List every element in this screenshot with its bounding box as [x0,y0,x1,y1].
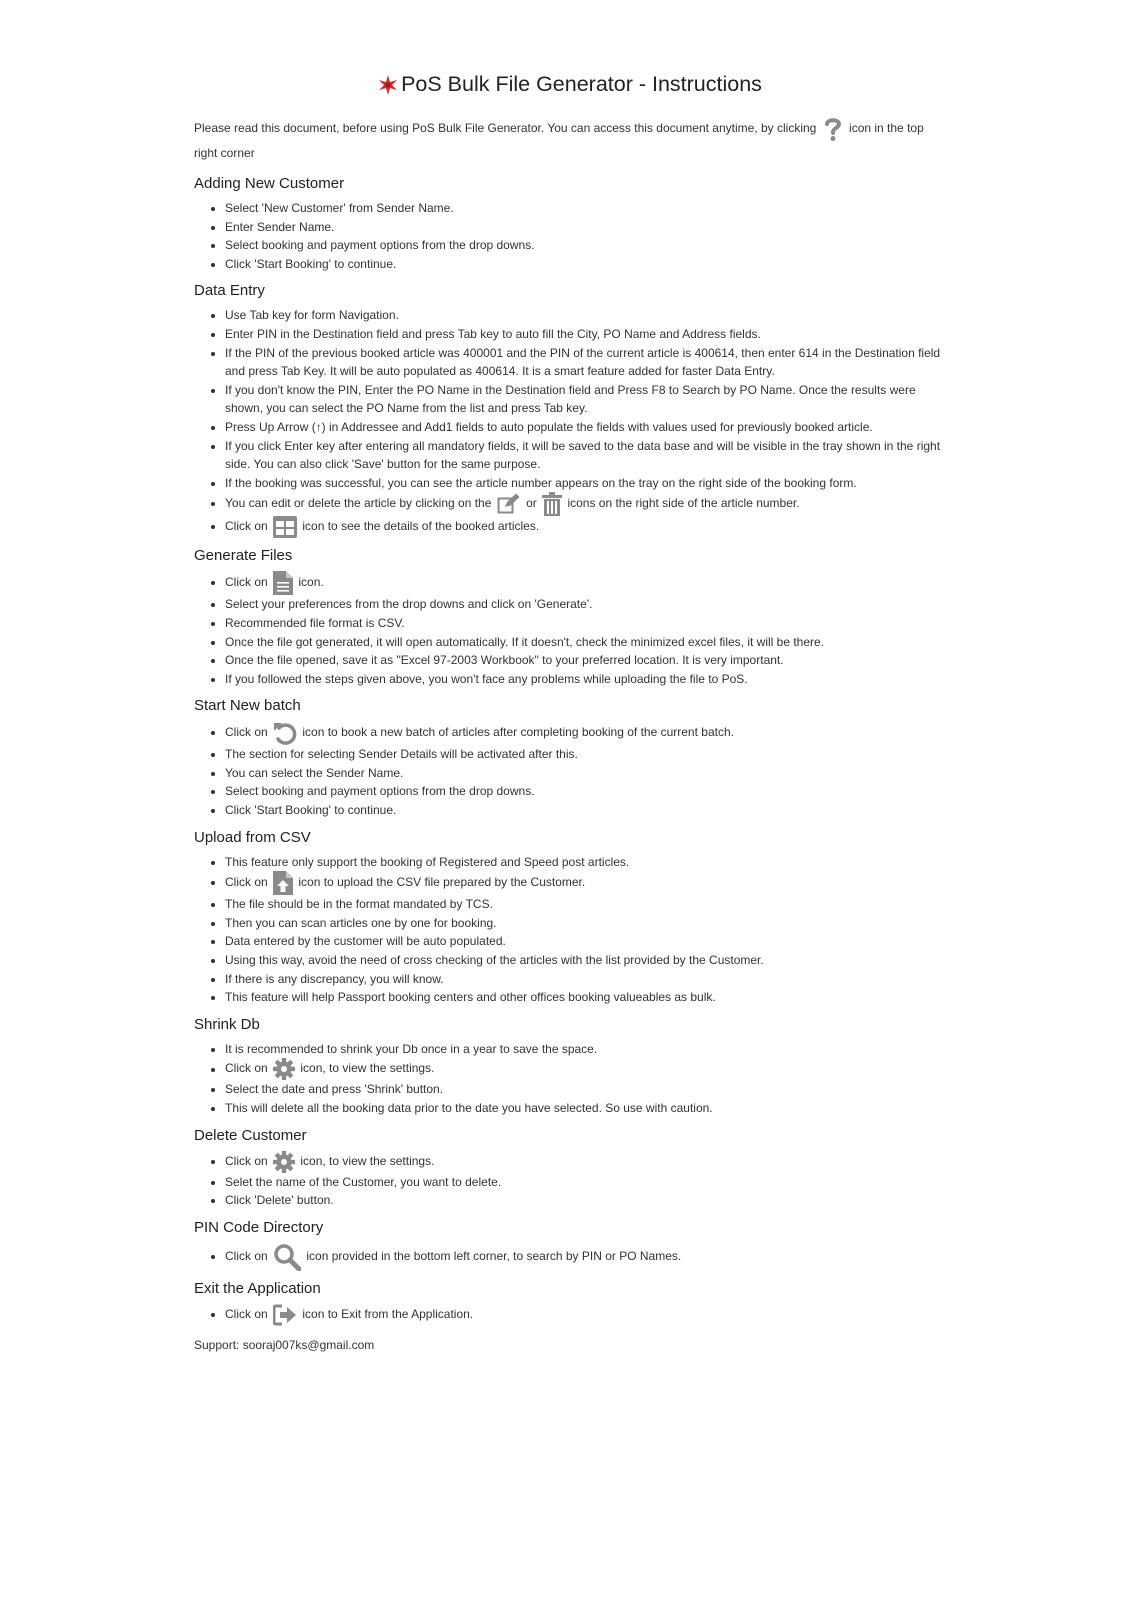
list-item: • Select booking and payment options from the drop downs. [225,236,944,255]
upload-csv-list [194,853,944,1007]
list-item: • Once the file opened, save it as "Excel 97-2003 Workbook" to your preferred location. It is very important. [225,651,944,670]
list-item: • If you don't know the PIN, Enter the PO Name in the Destination field and Press F8 to Search by PO Name. Once the results were shown, you can select the PO Name from the list and press Tab key. [225,381,944,418]
list-item-undo [225,721,944,745]
exit-app-list [194,1304,944,1326]
list-item: • Enter PIN in the Destination field and press Tab key to auto fill the City, PO Name and Address fields. [225,325,944,344]
list-item: • Select your preferences from the drop downs and click on 'Generate'. [225,595,944,614]
list-item-gear [225,1151,944,1173]
section-heading-generate-files: Generate Files [194,547,293,565]
gear-item-text-after: icon, to view the settings. [300,1153,435,1168]
search-icon [273,1243,301,1271]
file-item-text: Click on [225,575,268,590]
list-item: • Select the date and press 'Shrink' button. [225,1080,944,1099]
data-entry-list [194,306,944,538]
generate-files-list [194,571,944,688]
list-item: • Select booking and payment options from the drop downs. [225,782,944,801]
instructions-document [194,72,944,1354]
exit-item-text-after: icon to Exit from the Application. [302,1306,474,1321]
edit-item-or: or [526,496,537,511]
exit-item-text: Click on [225,1306,268,1321]
section-heading-new-batch: Start New batch [194,697,301,715]
gear-icon [273,1058,295,1080]
section-heading-exit-app: Exit the Application [194,1279,321,1297]
edit-item-text: You can edit or delete the article by clicking on the [225,496,492,511]
list-item: • Press Up Arrow (↑) in Addressee and Add1 fields to auto populate the fields with values used for previously booked article. [225,418,944,437]
list-item-exit [225,1304,944,1326]
search-item-text-after: icon provided in the bottom left corner, to search by PIN or PO Names. [306,1248,682,1263]
undo-item-text-after: icon to book a new batch of articles after completing booking of the current batch. [302,725,734,740]
edit-icon [497,493,521,515]
upload-item-text: Click on [225,875,268,890]
section-heading-delete-customer: Delete Customer [194,1126,307,1144]
table-item-text: Click on [225,519,268,534]
intro-text-before: Please read this document, before using PoS Bulk File Generator. You can access this document anytime, by clicking [194,121,817,136]
list-item: • This feature only support the booking of Registered and Speed post articles. [225,853,944,872]
table-icon [273,516,297,538]
list-item: • If the booking was successful, you can see the article number appears on the tray on the right side of the booking form. [225,474,944,493]
page-title-row [194,72,944,97]
gear-item-text: Click on [225,1061,268,1076]
gear-item-text: Click on [225,1153,268,1168]
new-batch-list [194,721,944,819]
list-item: • Data entered by the customer will be auto populated. [225,932,944,951]
section-heading-shrink-db: Shrink Db [194,1015,260,1033]
list-item-table [225,516,944,538]
list-item-file [225,571,944,595]
undo-item-text: Click on [225,725,268,740]
list-item: • If you click Enter key after entering all mandatory fields, it will be saved to the data base and will be visible in the tray shown in the right side. You can also click 'Save' button for the same purpose. [225,437,944,474]
list-item-edit-delete [225,492,944,516]
upload-file-icon [273,871,293,895]
trash-icon [542,492,562,516]
upload-item-text-after: icon to upload the CSV file prepared by the Customer. [298,875,586,890]
list-item: • The file should be in the format mandated by TCS. [225,895,944,914]
exit-icon [273,1304,297,1326]
edit-item-text-after: icons on the right side of the article number. [567,496,800,511]
section-heading-data-entry: Data Entry [194,282,265,300]
list-item: • Select 'New Customer' from Sender Name. [225,199,944,218]
shrink-db-list [194,1040,944,1118]
list-item: • This feature will help Passport booking centers and other offices booking valueables as bulk. [225,988,944,1007]
gear-icon [273,1151,295,1173]
section-heading-upload-csv: Upload from CSV [194,828,311,846]
red-star-logo-icon [376,73,400,97]
question-icon [822,116,844,142]
list-item: • Click 'Start Booking' to continue. [225,801,944,820]
list-item: • You can select the Sender Name. [225,764,944,783]
section-heading-pin-directory: PIN Code Directory [194,1218,324,1236]
list-item: • Recommended file format is CSV. [225,614,944,633]
undo-icon [273,721,297,745]
list-item: • Once the file got generated, it will open automatically. If it doesn't, check the minimized excel files, it will be there. [225,633,944,652]
list-item: • It is recommended to shrink your Db once in a year to save the space. [225,1040,944,1059]
pin-directory-list [194,1243,944,1271]
support-contact: Support: sooraj007ks@gmail.com [194,1337,375,1352]
list-item-search [225,1243,944,1271]
file-icon [273,571,293,595]
search-item-text: Click on [225,1248,268,1263]
list-item: • Using this way, avoid the need of cross checking of the articles with the list provided by the Customer. [225,951,944,970]
list-item: • Click 'Delete' button. [225,1191,944,1210]
list-item: • If the PIN of the previous booked article was 400001 and the PIN of the current article is 400614, then enter 614 in the Destination field and press Tab Key. It will be auto populated as 400614. It is a smart feature added for faster Data Entry. [225,344,944,381]
list-item: • If there is any discrepancy, you will know. [225,970,944,989]
list-item-upload [225,871,944,895]
page-title: PoS Bulk File Generator - Instructions [401,72,762,96]
new-customer-list [194,199,944,273]
file-item-text-after: icon. [298,575,324,590]
list-item: • Then you can scan articles one by one for booking. [225,914,944,933]
list-item: • If you followed the steps given above, you won't face any problems while uploading the file to PoS. [225,670,944,689]
intro-text-after: icon in the top right corner [194,121,924,160]
table-item-text-after: icon to see the details of the booked articles. [302,519,540,534]
section-heading-new-customer: Adding New Customer [194,175,345,192]
list-item: • Use Tab key for form Navigation. [225,306,944,325]
list-item: • Enter Sender Name. [225,218,944,237]
list-item: • This will delete all the booking data prior to the date you have selected. So use with caution. [225,1099,944,1118]
list-item: • Selet the name of the Customer, you want to delete. [225,1173,944,1192]
list-item: • The section for selecting Sender Details will be activated after this. [225,745,944,764]
list-item-gear [225,1058,944,1080]
delete-customer-list [194,1151,944,1210]
gear-item-text-after: icon, to view the settings. [300,1061,435,1076]
intro-paragraph [194,116,944,164]
list-item: • Click 'Start Booking' to continue. [225,255,944,274]
